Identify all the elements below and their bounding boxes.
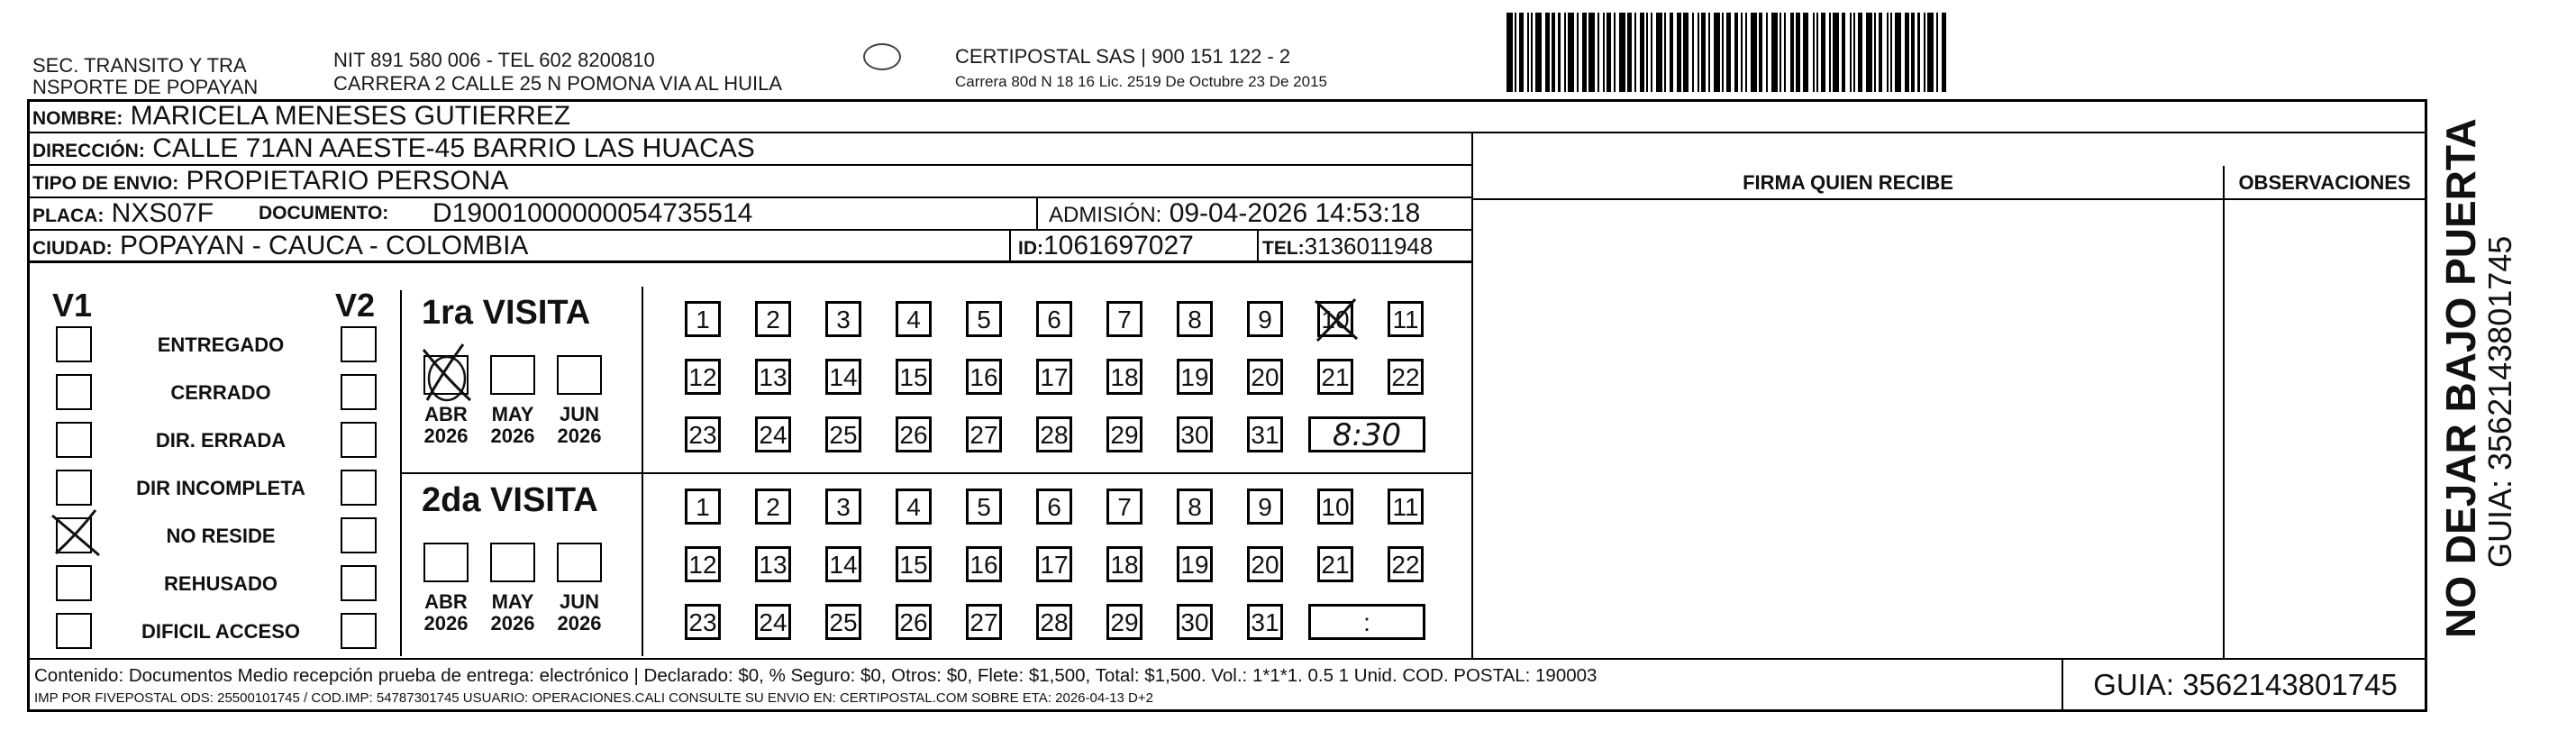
barcode-bar — [1796, 13, 1799, 92]
month-name: MAY — [491, 590, 534, 613]
day-box[interactable]: 9 — [1247, 301, 1283, 337]
month-label — [414, 404, 478, 447]
day-box[interactable]: 23 — [685, 416, 721, 452]
barcode-bar — [1698, 13, 1699, 92]
barcode-bar — [1816, 13, 1818, 92]
month-name: JUN — [559, 590, 599, 613]
barcode-bar — [1714, 13, 1720, 92]
barcode-bar — [1627, 13, 1631, 92]
status-label: DIR. ERRADA — [155, 429, 287, 452]
v1-checkbox[interactable] — [56, 613, 92, 649]
barcode-bar — [1506, 13, 1513, 92]
month-year: 2026 — [423, 425, 469, 447]
day-box[interactable]: 2 — [755, 489, 791, 525]
admission-datetime: 09-04-2026 14:53:18 — [1169, 198, 1421, 228]
barcode-bar — [1924, 13, 1925, 92]
v2-label: V2 — [335, 287, 376, 324]
day-box[interactable]: 4 — [896, 489, 932, 525]
month-year: 2026 — [423, 612, 469, 635]
day-box[interactable]: 9 — [1247, 489, 1283, 525]
barcode-bar — [1911, 13, 1915, 92]
barcode-bar — [1597, 13, 1599, 92]
barcode-bar — [1853, 13, 1855, 92]
barcode-bar — [1745, 13, 1747, 92]
day-box[interactable]: 6 — [1036, 489, 1072, 525]
day-box[interactable]: 15 — [896, 359, 932, 395]
month-name: ABR — [424, 403, 468, 425]
day-box[interactable]: 22 — [1388, 359, 1424, 395]
barcode-bar — [1813, 13, 1815, 92]
v1-checkbox[interactable] — [56, 470, 92, 506]
barcode-bar — [1588, 13, 1595, 92]
handwritten-x-icon — [1312, 296, 1361, 344]
day-box[interactable]: 16 — [966, 359, 1002, 395]
day-box[interactable]: 27 — [966, 416, 1002, 452]
month-name: MAY — [491, 403, 534, 425]
barcode-bar — [1614, 13, 1616, 92]
tel-cell — [1257, 231, 1433, 263]
day-box[interactable]: 24 — [755, 604, 791, 640]
day-box[interactable]: 1 — [685, 301, 721, 337]
day-box[interactable]: 19 — [1177, 546, 1213, 582]
month-label — [481, 591, 544, 635]
day-box[interactable]: 3 — [825, 301, 861, 337]
visits-divider — [642, 287, 643, 656]
handwritten-x-icon — [416, 339, 481, 406]
barcode-bar — [1780, 13, 1781, 92]
barcode-bar — [1545, 13, 1549, 92]
barcode-bar — [1874, 13, 1876, 92]
day-box[interactable]: 17 — [1036, 359, 1072, 395]
row-tipo — [27, 166, 1473, 198]
month-checkbox[interactable] — [557, 543, 602, 582]
v2-checkbox[interactable] — [341, 613, 377, 649]
v2-checkbox[interactable] — [341, 326, 377, 362]
barcode-bar — [1527, 13, 1529, 92]
footer-contenido: Contenido: Documentos Medio recepción prueba de entrega: electrónico | Declarado: $0, % Seguro: $0, Otros: $0, Flete: $1,500, Total: $1,500. Vol.: 1*1*1. 0.5 1 Unid. COD. POSTAL: 190003 — [34, 665, 1597, 686]
side-warning: NO DEJAR BAJO PUERTA — [2437, 118, 2484, 638]
barcode-bar — [1701, 13, 1705, 92]
status-label: DIFICIL ACCESO — [141, 620, 300, 643]
barcode-bar — [1519, 13, 1523, 92]
shipment-type: PROPIETARIO PERSONA — [186, 166, 509, 196]
barcode-bar — [1879, 13, 1882, 92]
barcode-bar — [1577, 13, 1579, 92]
v1-checkbox[interactable] — [56, 374, 92, 410]
day-box[interactable]: 6 — [1036, 301, 1072, 337]
month-checkbox[interactable] — [490, 543, 535, 582]
barcode-bar — [1582, 13, 1586, 92]
barcode-bar — [1833, 13, 1839, 92]
barcode-bar — [1603, 13, 1605, 92]
barcode-bar — [1677, 13, 1680, 92]
day-box[interactable]: 20 — [1247, 359, 1283, 395]
day-box[interactable]: 31 — [1247, 416, 1283, 452]
month-name: JUN — [559, 403, 599, 425]
v1-checkbox[interactable] — [56, 565, 92, 601]
status-label: NO RESIDE — [166, 525, 276, 547]
barcode-bar — [1535, 13, 1542, 92]
company-license: Carrera 80d N 18 16 Lic. 2519 De Octubre 23 De 2015 — [955, 73, 1327, 90]
barcode-bar — [1640, 13, 1643, 92]
month-name: ABR — [424, 590, 468, 613]
signature-area[interactable] — [1473, 200, 2223, 656]
month-year: 2026 — [490, 425, 535, 447]
day-box[interactable]: 5 — [966, 301, 1002, 337]
barcode-bar — [1936, 13, 1938, 92]
barcode-bar — [1683, 13, 1689, 92]
day-box[interactable]: 14 — [825, 359, 861, 395]
visits-separator — [400, 472, 1472, 474]
month-year: 2026 — [557, 612, 602, 635]
day-box[interactable]: 10 — [1317, 489, 1353, 525]
month-year: 2026 — [490, 612, 535, 635]
side-guia: GUIA: 3562143801745 — [2481, 235, 2518, 568]
delivery-time[interactable]: 8:30 — [1308, 416, 1425, 452]
day-box[interactable]: 12 — [685, 359, 721, 395]
ciudad-label: CIUDAD: — [32, 238, 113, 259]
sender-name-line2: NSPORTE DE POPAYAN — [32, 76, 259, 98]
day-box[interactable]: 21 — [1317, 359, 1353, 395]
barcode-bar — [1651, 13, 1652, 92]
recipient-name: MARICELA MENESES GUTIERREZ — [130, 101, 571, 131]
barcode-bar — [1692, 13, 1694, 92]
barcode-bar — [1850, 13, 1852, 92]
nombre-label: NOMBRE: — [32, 108, 123, 129]
barcode-bar — [1917, 13, 1919, 92]
v2-checkbox[interactable] — [341, 565, 377, 601]
observaciones-header: OBSERVACIONES — [2225, 168, 2425, 200]
day-box[interactable]: 14 — [825, 546, 861, 582]
month-label — [548, 591, 611, 635]
document-number: D19001000000054735514 — [432, 198, 753, 228]
barcode-bar — [1515, 13, 1516, 92]
day-box[interactable]: 29 — [1106, 416, 1142, 452]
barcode-bar — [1726, 13, 1730, 92]
day-box[interactable]: 5 — [966, 489, 1002, 525]
admision-label: ADMISIÓN: — [1049, 203, 1162, 227]
observations-area[interactable] — [2225, 200, 2425, 656]
day-box[interactable]: 11 — [1388, 489, 1424, 525]
day-box[interactable]: 13 — [755, 546, 791, 582]
v2-checkbox[interactable] — [341, 470, 377, 506]
recipient-phone: 3136011948 — [1304, 233, 1434, 260]
barcode-bar — [1829, 13, 1831, 92]
barcode-bar — [1821, 13, 1825, 92]
day-box[interactable]: 20 — [1247, 546, 1283, 582]
company-name: CERTIPOSTAL SAS | 900 151 122 - 2 — [955, 45, 1291, 68]
documento-label: DOCUMENTO: — [259, 203, 389, 224]
day-box[interactable]: 28 — [1036, 416, 1072, 452]
handwritten-x-icon — [47, 507, 105, 561]
barcode-bar — [1656, 13, 1662, 92]
barcode-bar — [1708, 13, 1710, 92]
company-logo-icon — [863, 43, 901, 70]
barcode-bar — [1619, 13, 1625, 92]
barcode-bar — [1751, 13, 1757, 92]
barcode-bar — [1722, 13, 1724, 92]
tipo-label: TIPO DE ENVIO: — [32, 173, 179, 194]
barcode-bar — [1741, 13, 1743, 92]
id-label: ID: — [1018, 238, 1043, 259]
row-nombre — [27, 101, 2427, 133]
barcode-bar — [1803, 13, 1809, 92]
barcode-bar — [1784, 13, 1786, 92]
visit-title: 2da VISITA — [422, 481, 598, 519]
sender-nit: NIT 891 580 006 - TEL 602 8200810 — [333, 49, 655, 71]
day-box[interactable]: 4 — [896, 301, 932, 337]
day-box[interactable]: 12 — [685, 546, 721, 582]
barcode-bar — [1895, 13, 1901, 92]
barcode-bar — [1842, 13, 1845, 92]
month-checkbox[interactable] — [490, 355, 535, 395]
barcode-bar — [1759, 13, 1762, 92]
day-box[interactable]: 8 — [1177, 489, 1213, 525]
day-box[interactable]: 28 — [1036, 604, 1072, 640]
month-checkbox[interactable] — [423, 543, 469, 582]
recipient-city: POPAYAN - CAUCA - COLOMBIA — [120, 231, 529, 260]
day-box[interactable]: 3 — [825, 489, 861, 525]
barcode-bar — [1564, 13, 1566, 92]
day-box[interactable]: 23 — [685, 604, 721, 640]
status-label: DIR INCOMPLETA — [136, 477, 305, 499]
barcode-bar — [1568, 13, 1574, 92]
v2-checkbox[interactable] — [341, 517, 377, 553]
row-ciudad — [27, 231, 1473, 263]
month-label — [481, 404, 544, 447]
sender-name-line1: SEC. TRANSITO Y TRA — [32, 54, 247, 77]
day-box[interactable]: 7 — [1106, 489, 1142, 525]
barcode-bar — [1607, 13, 1610, 92]
day-box[interactable]: 25 — [825, 416, 861, 452]
admision-cell — [1036, 198, 1420, 231]
day-box[interactable]: 31 — [1247, 604, 1283, 640]
day-box[interactable]: 13 — [755, 359, 791, 395]
barcode-bar — [1866, 13, 1872, 92]
id-cell — [1009, 231, 1194, 263]
day-box[interactable]: 26 — [896, 416, 932, 452]
day-box[interactable]: 18 — [1106, 359, 1142, 395]
barcode-bar — [1670, 13, 1673, 92]
day-box[interactable]: 8 — [1177, 301, 1213, 337]
sender-address: CARRERA 2 CALLE 25 N POMONA VIA AL HUILA — [333, 72, 783, 95]
barcode-bar — [1531, 13, 1533, 92]
v2-checkbox[interactable] — [341, 422, 377, 458]
barcode-bar — [1927, 13, 1934, 92]
day-box[interactable]: 11 — [1388, 301, 1424, 337]
recipient-address: CALLE 71AN AAESTE-45 BARRIO LAS HUACAS — [152, 133, 755, 163]
barcode-bar — [1558, 13, 1560, 92]
day-box[interactable]: 26 — [896, 604, 932, 640]
tel-label: TEL: — [1262, 238, 1305, 259]
firma-header: FIRMA QUIEN RECIBE — [1473, 168, 2223, 200]
month-checkbox[interactable] — [557, 355, 602, 395]
vehicle-plate: NXS07F — [111, 198, 214, 228]
barcode-bar — [1890, 13, 1892, 92]
delivery-time[interactable]: : — [1308, 604, 1425, 640]
footer-imp: IMP POR FIVEPOSTAL ODS: 25500101745 / COD.IMP: 54787301745 USUARIO: OPERACIONES.CALI CONSULTE SU ENVIO EN: CERTIPOSTAL.COM SOBRE ETA: 2026-04-13 D+2 — [34, 690, 1153, 706]
barcode-bar — [1766, 13, 1768, 92]
day-box[interactable]: 2 — [755, 301, 791, 337]
footer-guia: GUIA: 3562143801745 — [2062, 660, 2427, 710]
day-box[interactable]: 30 — [1177, 416, 1213, 452]
v1-label: V1 — [52, 287, 93, 324]
barcode-bar — [1634, 13, 1636, 92]
day-box[interactable]: 16 — [966, 546, 1002, 582]
status-label: CERRADO — [170, 381, 271, 404]
day-box[interactable]: 18 — [1106, 546, 1142, 582]
day-box[interactable]: 25 — [825, 604, 861, 640]
barcode-bar — [1552, 13, 1555, 92]
day-box[interactable]: 27 — [966, 604, 1002, 640]
barcode-bar — [1664, 13, 1666, 92]
day-box[interactable]: 29 — [1106, 604, 1142, 640]
direccion-label: DIRECCIÓN: — [32, 141, 145, 161]
month-label — [548, 404, 611, 447]
day-box[interactable]: 30 — [1177, 604, 1213, 640]
day-box[interactable]: 15 — [896, 546, 932, 582]
month-label — [414, 591, 478, 635]
day-box[interactable]: 1 — [685, 489, 721, 525]
row-direccion — [27, 133, 1473, 166]
row-placa — [27, 198, 1473, 231]
day-box[interactable]: 24 — [755, 416, 791, 452]
barcode-bar — [1858, 13, 1861, 92]
barcode-bar — [1790, 13, 1794, 92]
day-box[interactable]: 22 — [1388, 546, 1424, 582]
recipient-id: 1061697027 — [1043, 231, 1194, 260]
day-box[interactable]: 17 — [1036, 546, 1072, 582]
placa-label: PLACA: — [32, 206, 105, 226]
status-label: ENTREGADO — [157, 333, 285, 356]
day-box[interactable]: 7 — [1106, 301, 1142, 337]
status-label: REHUSADO — [164, 572, 278, 595]
day-box[interactable]: 19 — [1177, 359, 1213, 395]
barcode-bar — [1887, 13, 1889, 92]
v2-checkbox[interactable] — [341, 374, 377, 410]
barcode — [1506, 13, 2200, 92]
barcode-bar — [1646, 13, 1648, 92]
day-box[interactable]: 10 — [1317, 301, 1353, 337]
v1-checkbox[interactable] — [56, 326, 92, 362]
barcode-bar — [1734, 13, 1738, 92]
month-year: 2026 — [557, 425, 602, 447]
visit-title: 1ra VISITA — [422, 294, 591, 332]
barcode-bar — [1942, 13, 1945, 92]
day-box[interactable]: 21 — [1317, 546, 1353, 582]
barcode-bar — [1905, 13, 1908, 92]
v1-checkbox[interactable] — [56, 422, 92, 458]
barcode-bar — [1771, 13, 1778, 92]
